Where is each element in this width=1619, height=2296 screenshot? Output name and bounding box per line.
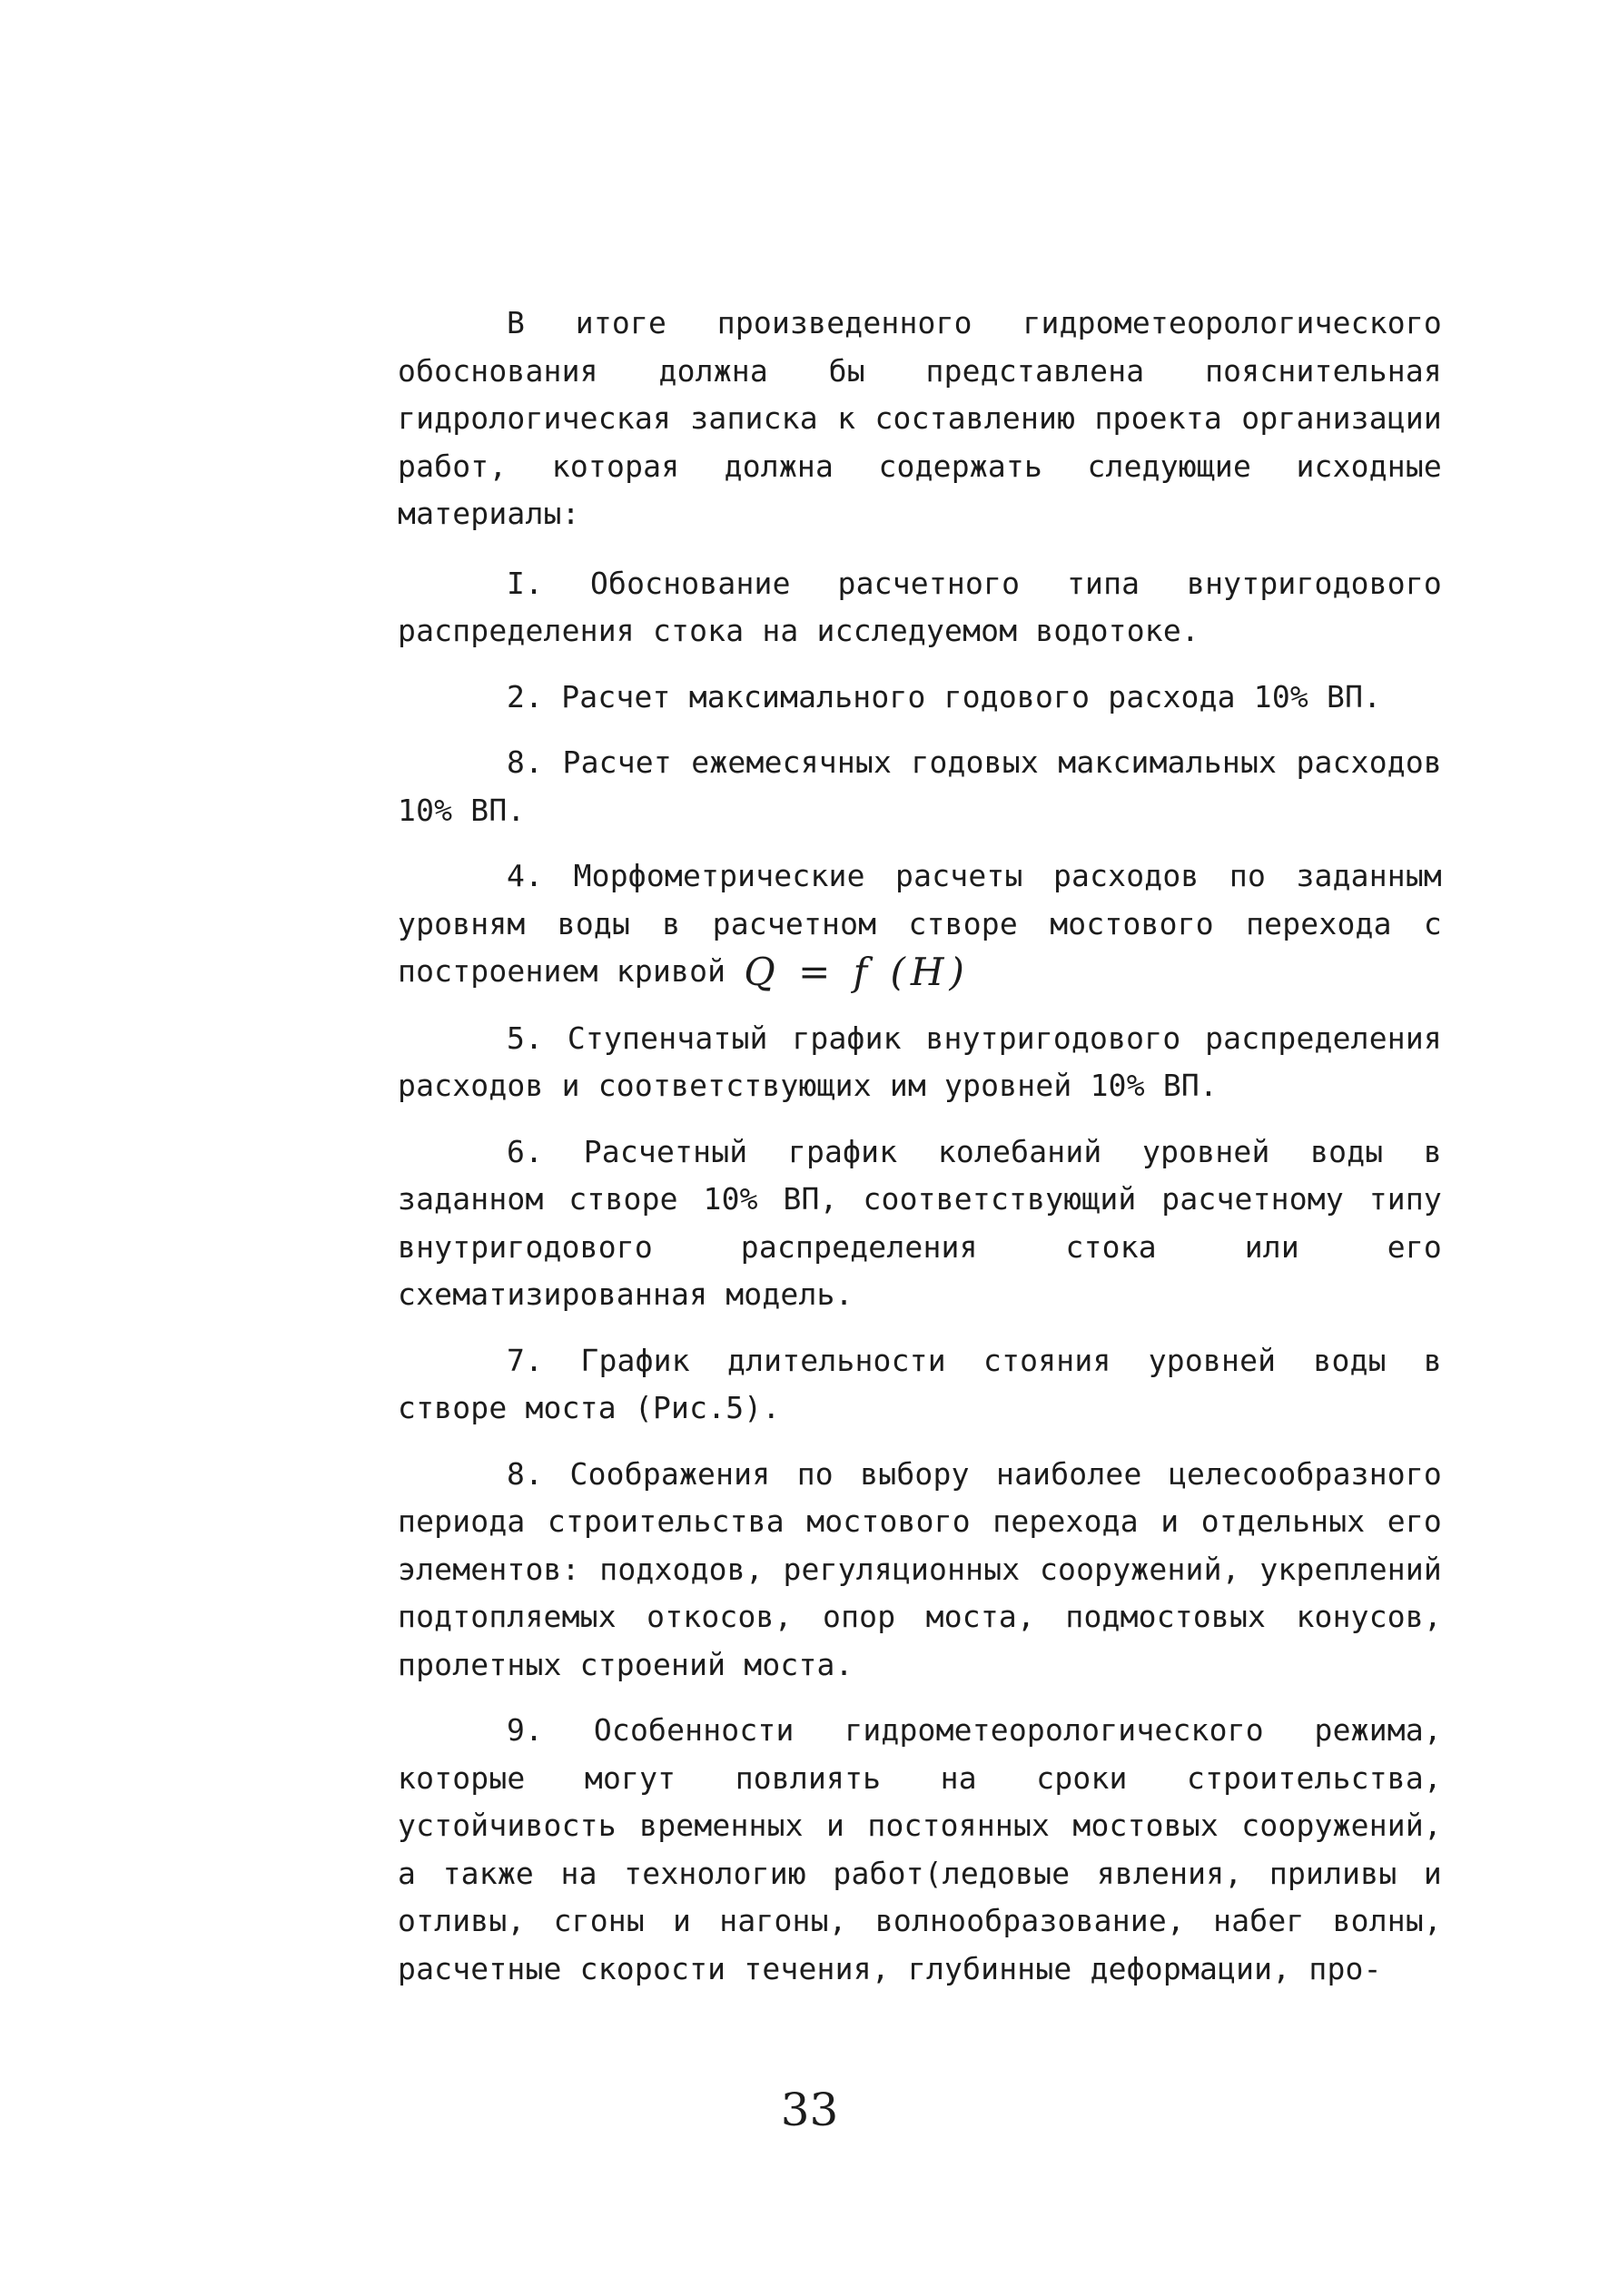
list-item (398, 1015, 1442, 1110)
list-item-text: График длительности стояния уровней воды в створе моста (Рис.5). (398, 1342, 1442, 1425)
list-item (398, 1707, 1442, 1993)
page-number: 33 (780, 2084, 839, 2136)
list-item (398, 674, 1442, 722)
list-item-text: Расчет максимального годового расхода 10% ВП. (561, 678, 1382, 714)
list-item-number: 2. (507, 678, 544, 714)
document-body (398, 300, 1442, 2011)
list-item-number: 7. (507, 1342, 544, 1378)
list-item-text: Морфометрические расчеты расходов по заданным уровням воды в расчетном створе мостового перехода с построением кривой (398, 858, 1442, 989)
handwritten-formula: Q = f (H) (744, 950, 970, 994)
list-item-text: Особенности гидрометеорологического режима, которые могут повлиять на сроки строительства, устойчивость временных и постоянных мостовых сооружений, а также на технологию работ(ледовые явления, приливы и отливы, сгоны и нагоны, волнообразование, набег волны, расчетные скорости течения, глубинные деформации, про- (398, 1712, 1442, 1986)
list-item-number: 9. (507, 1712, 544, 1748)
list-item (398, 1451, 1442, 1690)
list-item-number: 6. (507, 1133, 544, 1169)
list-item-text: Расчетный график колебаний уровней воды в заданном створе 10% ВП, соответствующий расчетному типу внутригодового распределения стока или его схематизированная модель. (398, 1133, 1442, 1312)
list-item-number: 4. (507, 858, 544, 893)
list-item-text: Ступенчатый график внутригодового распределения расходов и соответствующих им уровней 10% ВП. (398, 1020, 1442, 1103)
list-item (398, 560, 1442, 655)
intro-paragraph (398, 300, 1442, 538)
intro-text: В итоге произведенного гидрометеорологического обоснования должна бы представлена пояснительная гидрологическая записка к составлению проекта организации работ, которая должна содержать следующие исходные материалы: (398, 305, 1442, 531)
list-item (398, 739, 1442, 834)
list-item (398, 1337, 1442, 1433)
list-item-number: I. (507, 565, 544, 601)
list-item (398, 1128, 1442, 1319)
list-item (398, 852, 1442, 997)
list-item-text: Соображения по выбору наиболее целесообразного периода строительства мостового перехода и отдельных его элементов: подходов, регуляционных сооружений, укреплений подтопляемых откосов, опор моста, подмостовых конусов, пролетных строений моста. (398, 1455, 1442, 1682)
list-item-number: 5. (507, 1020, 544, 1056)
list-item-number: 8. (507, 1455, 544, 1492)
list-item-text: Расчет ежемесячных годовых максимальных расходов 10% ВП. (398, 744, 1442, 828)
list-item-number: 8. (507, 744, 544, 780)
list-item-text: Обоснование расчетного типа внутригодового распределения стока на исследуемом водотоке. (398, 565, 1442, 648)
